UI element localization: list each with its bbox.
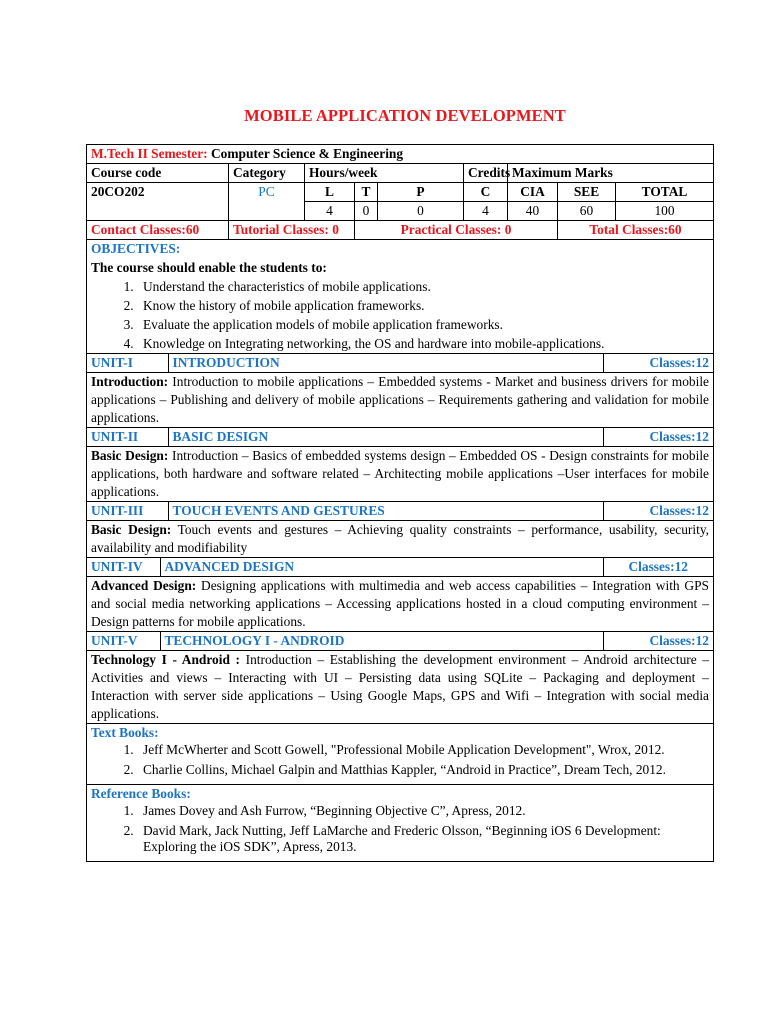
- category-header: Category: [229, 164, 305, 183]
- unit-number: UNIT-V: [87, 632, 160, 650]
- unit-title: INTRODUCTION: [168, 354, 603, 372]
- unit-lead: Basic Design:: [91, 448, 169, 463]
- course-header-row: [87, 164, 714, 183]
- classes-row: [87, 221, 714, 240]
- reference-books-heading: Reference Books:: [91, 786, 191, 801]
- syllabus-table: [86, 144, 714, 862]
- unit-text: Designing applications with multimedia and web access capabilities – Integration with GPS and social media networking applications – Accessing applications hosted in a cloud computing environment – Design patterns for mobile applications.: [91, 578, 709, 629]
- see-label: SEE: [558, 183, 616, 202]
- contact-classes: Contact Classes:60: [87, 221, 229, 240]
- credits-header-text: Credits: [468, 165, 511, 180]
- category-value: PC: [229, 183, 305, 221]
- unit-header-row: [87, 428, 714, 447]
- t-value: 0: [355, 202, 378, 221]
- reference-books-list: [91, 803, 709, 855]
- unit-lead: Technology I - Android :: [91, 652, 240, 667]
- objectives-section: [87, 240, 714, 354]
- unit-content-row: [87, 521, 714, 558]
- objectives-list: [91, 277, 709, 353]
- c-label: C: [464, 183, 508, 202]
- unit-header-row: [87, 558, 714, 577]
- unit-lead: Advanced Design:: [91, 578, 197, 593]
- unit-classes: Classes:12: [649, 633, 709, 648]
- list-item: 2. Know the history of mobile application frameworks.: [137, 296, 709, 315]
- unit-header-row: [87, 632, 714, 651]
- reference-books-section: [87, 785, 714, 862]
- course-code-value: 20CO202: [87, 183, 229, 221]
- unit-text: Introduction – Basics of embedded systems design – Embedded OS - Design constraints for mobile applications, both hardware and software related – Architecting mobile applications –User interfaces for mobile applications.: [91, 448, 709, 499]
- unit-title: TECHNOLOGY I - ANDROID: [160, 632, 603, 650]
- list-item: 4. Knowledge on Integrating networking, the OS and hardware into mobile-applications.: [137, 334, 709, 353]
- unit-content-row: [87, 447, 714, 502]
- unit-classes: Classes:12: [649, 355, 709, 370]
- program-name: Computer Science & Engineering: [211, 146, 404, 161]
- semester-row: [87, 145, 714, 164]
- credits-header: [464, 164, 511, 183]
- cia-value: 40: [508, 202, 558, 221]
- list-item: 3. Evaluate the application models of mobile application frameworks.: [137, 315, 709, 334]
- text-books-section: [87, 724, 714, 785]
- total-classes: Total Classes:60: [558, 221, 714, 240]
- text-books-heading: Text Books:: [91, 725, 159, 740]
- list-item: 1. Understand the characteristics of mobile applications.: [137, 277, 709, 296]
- unit-header-row: [87, 502, 714, 521]
- page-title: MOBILE APPLICATION DEVELOPMENT: [244, 106, 566, 125]
- unit-content-row: [87, 373, 714, 428]
- list-item: 2. David Mark, Jack Nutting, Jeff LaMarche and Frederic Olsson, “Beginning iOS 6 Development: Exploring the iOS SDK”, Apress, 2013.: [137, 823, 709, 855]
- l-value: 4: [305, 202, 355, 221]
- practical-classes: Practical Classes: 0: [355, 221, 558, 240]
- course-code-row: [87, 183, 714, 202]
- max-marks-header: Maximum Marks: [508, 164, 714, 183]
- cia-label: CIA: [508, 183, 558, 202]
- unit-classes: Classes:12: [649, 429, 709, 444]
- unit-title: TOUCH EVENTS AND GESTURES: [168, 502, 603, 520]
- unit-content-row: [87, 651, 714, 724]
- unit-header-row: [87, 354, 714, 373]
- unit-number: UNIT-IV: [87, 558, 160, 576]
- p-value: 0: [378, 202, 464, 221]
- unit-lead: Introduction:: [91, 374, 169, 389]
- p-label: P: [378, 183, 464, 202]
- objectives-heading: OBJECTIVES:: [91, 241, 181, 256]
- unit-number: UNIT-III: [87, 502, 168, 520]
- l-label: L: [305, 183, 355, 202]
- see-value: 60: [558, 202, 616, 221]
- unit-text: Introduction to mobile applications – Embedded systems - Market and business drivers for mobile applications – Publishing and delivery of mobile applications – Requirements gathering and validation for mobile applications.: [91, 374, 709, 425]
- unit-text: Touch events and gestures – Achieving quality constraints – performance, usability, security, availability and modifiability: [91, 522, 709, 555]
- course-code-header: Course code: [87, 164, 229, 183]
- unit-title: ADVANCED DESIGN: [160, 558, 603, 576]
- unit-lead: Basic Design:: [91, 522, 172, 537]
- text-books-list: [91, 742, 709, 778]
- unit-number: UNIT-II: [87, 428, 168, 446]
- unit-classes: Classes:12: [649, 503, 709, 518]
- tutorial-classes: Tutorial Classes: 0: [229, 221, 355, 240]
- list-item: 2. Charlie Collins, Michael Galpin and Matthias Kappler, “Android in Practice”, Dream Tech, 2012.: [137, 762, 709, 778]
- list-item: 1. Jeff McWherter and Scott Gowell, "Professional Mobile Application Development", Wrox, 2012.: [137, 742, 709, 758]
- unit-number: UNIT-I: [87, 354, 168, 372]
- semester-label: M.Tech II Semester:: [91, 146, 208, 161]
- c-value: 4: [464, 202, 508, 221]
- total-value: 100: [616, 202, 714, 221]
- t-label: T: [355, 183, 378, 202]
- objectives-intro: The course should enable the students to:: [91, 260, 327, 275]
- unit-title: BASIC DESIGN: [168, 428, 603, 446]
- unit-classes: Classes:12: [628, 559, 688, 574]
- hours-header: Hours/week: [305, 164, 464, 183]
- list-item: 1. James Dovey and Ash Furrow, “Beginning Objective C”, Apress, 2012.: [137, 803, 709, 819]
- total-label: TOTAL: [616, 183, 714, 202]
- unit-text: Introduction – Establishing the development environment – Android architecture – Activities and views – Interacting with UI – Persisting data using SQLite – Packaging and deployment – Interaction with server side applications – Using Google Maps, GPS and Wifi – Integration with social media applications.: [91, 652, 709, 721]
- unit-content-row: [87, 577, 714, 632]
